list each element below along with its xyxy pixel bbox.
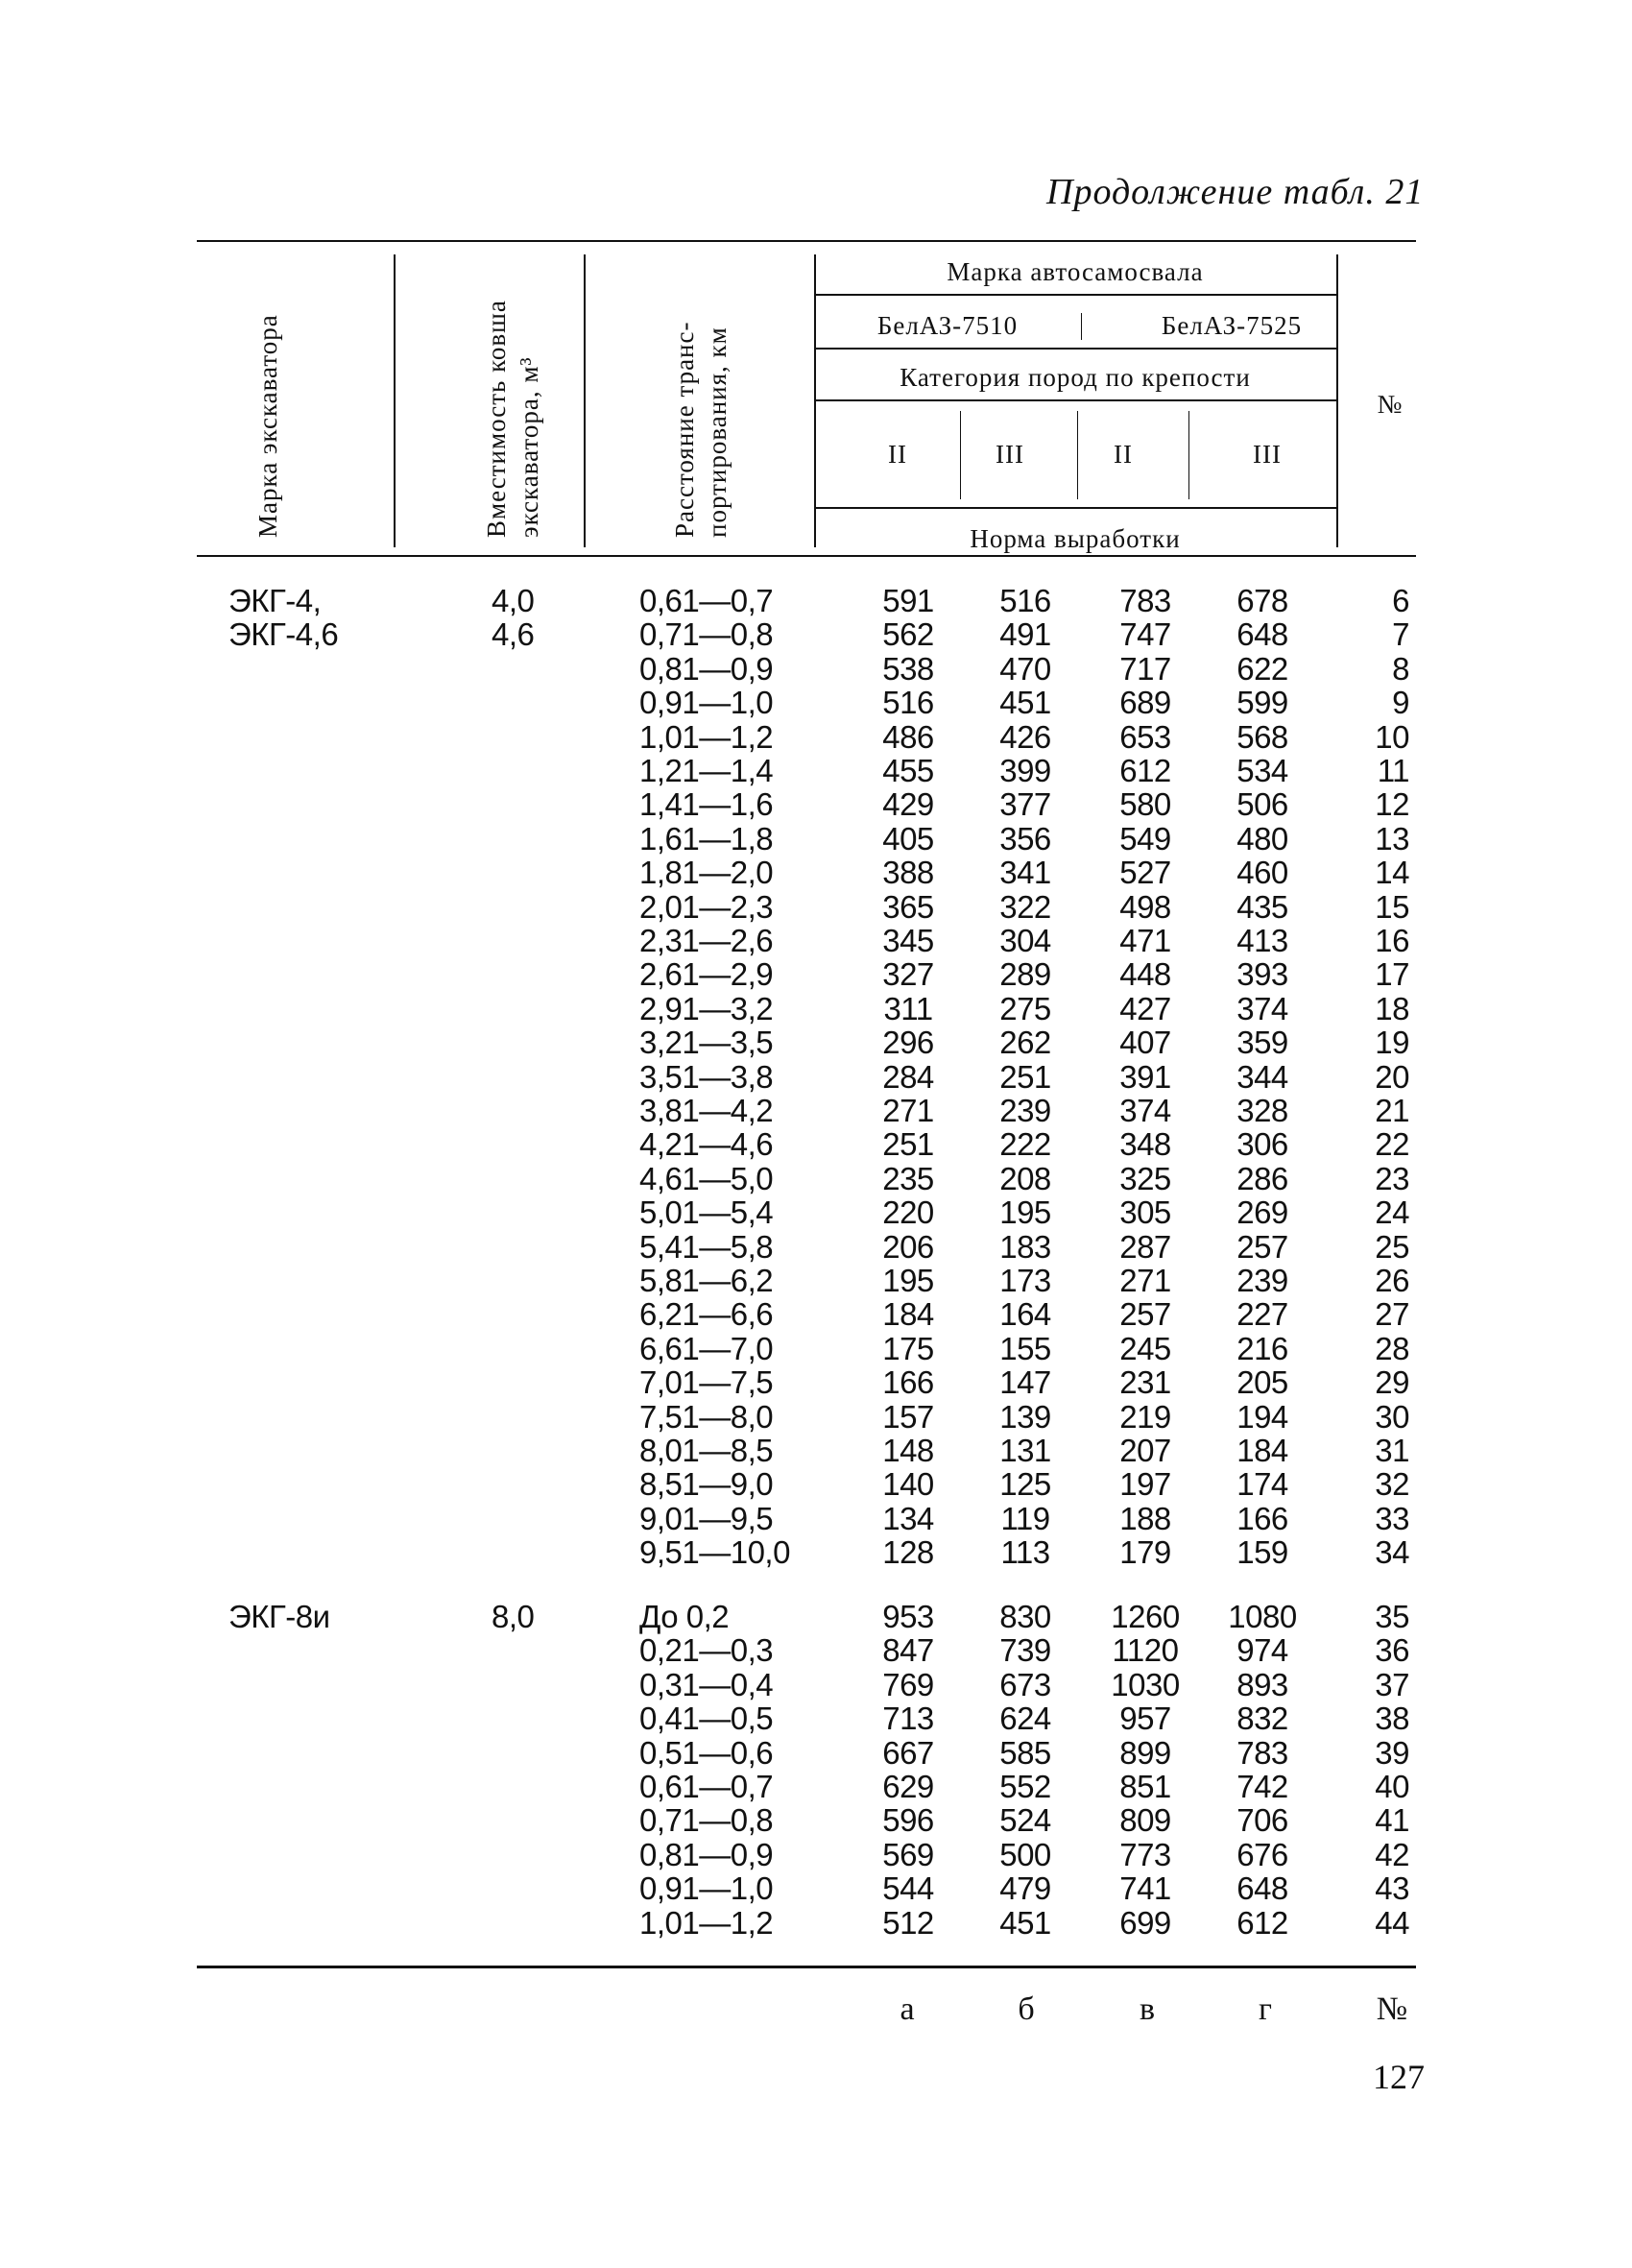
- row-number-cell: 29: [1375, 1364, 1409, 1401]
- belaz7510-cat2-cell: 284: [882, 1058, 934, 1095]
- row-number-cell: 20: [1375, 1058, 1409, 1095]
- header-divider-1: [394, 254, 396, 547]
- belaz7510-cat3-cell: 239: [999, 1093, 1051, 1128]
- distance-cell: 4,61—5,0: [639, 1160, 774, 1196]
- row-number-cell: 8: [1392, 650, 1409, 687]
- belaz7525-cat2-cell: 179: [1119, 1534, 1171, 1571]
- distance-cell: 0,91—1,0: [639, 685, 774, 721]
- row-number-cell: 12: [1375, 786, 1409, 823]
- belaz7510-cat2-cell: 220: [882, 1194, 934, 1231]
- distance-cell: 2,01—2,3: [639, 888, 774, 925]
- belaz7510-cat3-cell: 195: [999, 1194, 1051, 1231]
- distance-cell: 1,41—1,6: [639, 786, 774, 823]
- distance-cell: 6,61—7,0: [639, 1330, 774, 1366]
- belaz7510-cat3-cell: 147: [999, 1364, 1051, 1401]
- belaz7510-cat2-cell: 296: [882, 1025, 934, 1061]
- row-number-cell: 26: [1375, 1263, 1409, 1298]
- belaz7525-cat2-cell: 809: [1119, 1802, 1171, 1839]
- row-number-cell: 39: [1375, 1734, 1409, 1771]
- distance-cell: 0,61—0,7: [639, 583, 774, 618]
- row-number-cell: 41: [1375, 1802, 1409, 1839]
- belaz7525-cat3-cell: 974: [1236, 1632, 1288, 1669]
- excavator-brand-cell: ЭКГ-4,6: [228, 616, 339, 653]
- belaz7525-cat3-cell: 742: [1236, 1769, 1288, 1804]
- belaz7510-cat2-cell: 134: [882, 1500, 934, 1536]
- belaz7525-cat3-cell: 435: [1236, 888, 1288, 925]
- row-number-cell: 38: [1375, 1701, 1409, 1737]
- belaz7525-cat3-cell: 359: [1236, 1025, 1288, 1061]
- belaz7525-cat3-cell: 506: [1236, 786, 1288, 823]
- footer-letter-g: г: [1259, 1991, 1272, 2027]
- belaz7510-cat3-cell: 356: [999, 820, 1051, 857]
- truck-divider: [1081, 313, 1082, 340]
- belaz7525-cat3-cell: 184: [1236, 1433, 1288, 1468]
- row-number-cell: 36: [1375, 1632, 1409, 1669]
- row-number-cell: 32: [1375, 1466, 1409, 1503]
- belaz7525-cat2-cell: 1120: [1112, 1632, 1179, 1669]
- row-number-cell: 9: [1392, 685, 1409, 721]
- row-number-cell: 34: [1375, 1534, 1409, 1571]
- distance-cell: 1,81—2,0: [639, 855, 774, 891]
- belaz7510-cat2-cell: 544: [882, 1870, 934, 1907]
- belaz7525-cat2-cell: 348: [1119, 1126, 1171, 1163]
- header-capacity-line2: экскаватора, м³: [515, 356, 543, 538]
- distance-cell: 8,51—9,0: [639, 1466, 774, 1503]
- belaz7510-cat3-cell: 624: [999, 1701, 1051, 1737]
- table-caption: Продолжение табл. 21: [1046, 172, 1425, 212]
- belaz7510-cat3-cell: 491: [999, 616, 1051, 653]
- belaz7510-cat3-cell: 251: [999, 1058, 1051, 1095]
- belaz7510-cat3-cell: 585: [999, 1734, 1051, 1771]
- belaz7510-cat2-cell: 128: [882, 1534, 934, 1571]
- distance-cell: 0,61—0,7: [639, 1769, 774, 1804]
- belaz7510-cat3-cell: 289: [999, 956, 1051, 993]
- row-number-cell: 18: [1375, 990, 1409, 1026]
- distance-cell: 5,01—5,4: [639, 1194, 774, 1231]
- belaz7510-cat3-cell: 451: [999, 1904, 1051, 1941]
- belaz7510-cat2-cell: 175: [882, 1330, 934, 1366]
- belaz7525-cat2-cell: 257: [1119, 1296, 1171, 1333]
- distance-cell: 9,01—9,5: [639, 1500, 774, 1536]
- belaz7510-cat2-cell: 251: [882, 1126, 934, 1163]
- belaz7525-cat3-cell: 676: [1236, 1836, 1288, 1872]
- belaz7510-cat2-cell: 327: [882, 956, 934, 993]
- belaz7525-cat3-cell: 832: [1236, 1701, 1288, 1737]
- distance-cell: 6,21—6,6: [639, 1296, 774, 1333]
- belaz7525-cat3-cell: 306: [1236, 1126, 1288, 1163]
- belaz7525-cat3-cell: 194: [1236, 1398, 1288, 1435]
- distance-cell: 2,31—2,6: [639, 923, 774, 958]
- header-divider-2: [584, 254, 586, 547]
- belaz7525-cat2-cell: 325: [1119, 1160, 1171, 1196]
- excavator-brand-cell: ЭКГ-4,: [228, 583, 322, 618]
- belaz7525-cat2-cell: 188: [1119, 1500, 1171, 1536]
- row-number-cell: 21: [1375, 1093, 1409, 1128]
- header-distance-line2: портирования, км: [703, 326, 732, 538]
- belaz7525-cat3-cell: 568: [1236, 718, 1288, 755]
- belaz7510-cat2-cell: 405: [882, 820, 934, 857]
- belaz7510-cat3-cell: 739: [999, 1632, 1051, 1669]
- page-number: 127: [1373, 2058, 1425, 2096]
- belaz7510-cat3-cell: 155: [999, 1330, 1051, 1366]
- header-number: №: [1377, 390, 1404, 419]
- belaz7510-cat3-cell: 470: [999, 650, 1051, 687]
- row-number-cell: 33: [1375, 1500, 1409, 1536]
- header-divider-4: [1336, 254, 1338, 547]
- row-number-cell: 7: [1392, 616, 1409, 653]
- belaz7510-cat2-cell: 429: [882, 786, 934, 823]
- belaz7525-cat2-cell: 407: [1119, 1025, 1171, 1061]
- belaz7525-cat2-cell: 391: [1119, 1058, 1171, 1095]
- belaz7510-cat3-cell: 173: [999, 1263, 1051, 1298]
- belaz7510-cat2-cell: 365: [882, 888, 934, 925]
- belaz7525-cat2-cell: 197: [1119, 1466, 1171, 1503]
- footer-letter-v: в: [1139, 1991, 1156, 2027]
- row-number-cell: 42: [1375, 1836, 1409, 1872]
- distance-cell: 1,01—1,2: [639, 718, 774, 755]
- belaz7525-cat3-cell: 328: [1236, 1093, 1288, 1128]
- belaz7525-cat3-cell: 286: [1236, 1160, 1288, 1196]
- distance-cell: 0,71—0,8: [639, 616, 774, 653]
- row-number-cell: 23: [1375, 1160, 1409, 1196]
- belaz7525-cat3-cell: 460: [1236, 855, 1288, 891]
- row-number-cell: 24: [1375, 1194, 1409, 1231]
- distance-cell: 1,21—1,4: [639, 753, 774, 788]
- belaz7510-cat2-cell: 206: [882, 1228, 934, 1265]
- belaz7525-cat2-cell: 1030: [1111, 1666, 1180, 1702]
- belaz7510-cat2-cell: 184: [882, 1296, 934, 1333]
- header-distance-line1: Расстояние транс-: [670, 321, 699, 538]
- distance-cell: 0,91—1,0: [639, 1870, 774, 1907]
- belaz7510-cat3-cell: 275: [999, 990, 1051, 1026]
- row-number-cell: 19: [1375, 1025, 1409, 1061]
- belaz7510-cat2-cell: 847: [882, 1632, 934, 1669]
- belaz7525-cat3-cell: 534: [1236, 753, 1288, 788]
- row-number-cell: 44: [1375, 1904, 1409, 1941]
- belaz7510-cat3-cell: 262: [999, 1025, 1051, 1061]
- cat-divider-1: [960, 411, 961, 499]
- belaz7510-cat2-cell: 148: [882, 1433, 934, 1468]
- belaz7525-cat2-cell: 773: [1119, 1836, 1171, 1872]
- belaz7525-cat2-cell: 427: [1119, 990, 1171, 1026]
- belaz7525-cat3-cell: 174: [1236, 1466, 1288, 1503]
- row-number-cell: 40: [1375, 1769, 1409, 1804]
- row-number-cell: 13: [1375, 820, 1409, 857]
- distance-cell: 3,51—3,8: [639, 1058, 774, 1095]
- belaz7525-cat3-cell: 612: [1236, 1904, 1288, 1941]
- belaz7525-cat2-cell: 783: [1119, 583, 1171, 618]
- belaz7525-cat2-cell: 1260: [1111, 1599, 1180, 1634]
- belaz7510-cat2-cell: 311: [883, 990, 933, 1026]
- belaz7525-cat3-cell: 159: [1236, 1534, 1288, 1571]
- belaz7510-cat2-cell: 388: [882, 855, 934, 891]
- cat-divider-2: [1077, 411, 1078, 499]
- row-number-cell: 6: [1392, 583, 1409, 618]
- distance-cell: 2,91—3,2: [639, 990, 774, 1026]
- row-number-cell: 16: [1375, 923, 1409, 958]
- distance-cell: 1,01—1,2: [639, 1904, 774, 1941]
- belaz7525-cat3-cell: 678: [1236, 583, 1288, 618]
- row-number-cell: 10: [1375, 718, 1409, 755]
- belaz7525-cat2-cell: 219: [1119, 1398, 1171, 1435]
- cat-divider-3: [1188, 411, 1189, 499]
- distance-cell: 9,51—10,0: [639, 1534, 790, 1571]
- belaz7510-cat2-cell: 195: [882, 1263, 934, 1298]
- belaz7510-cat2-cell: 769: [882, 1666, 934, 1702]
- footer-letter-a: а: [900, 1991, 915, 2027]
- distance-cell: 0,81—0,9: [639, 650, 774, 687]
- belaz7525-cat3-cell: 374: [1236, 990, 1288, 1026]
- belaz7525-cat2-cell: 957: [1119, 1701, 1171, 1737]
- belaz7510-cat3-cell: 222: [999, 1126, 1051, 1163]
- distance-cell: 5,41—5,8: [639, 1228, 774, 1265]
- belaz7525-cat2-cell: 851: [1119, 1769, 1171, 1804]
- belaz7510-cat3-cell: 516: [999, 583, 1051, 618]
- belaz7525-cat2-cell: 580: [1119, 786, 1171, 823]
- row-number-cell: 27: [1375, 1296, 1409, 1333]
- header-capacity-line1: Вместимость ковша: [482, 300, 511, 538]
- distance-cell: 3,81—4,2: [639, 1093, 774, 1128]
- belaz7525-cat2-cell: 717: [1119, 650, 1171, 687]
- belaz7525-cat2-cell: 527: [1119, 855, 1171, 891]
- belaz7510-cat2-cell: 486: [882, 718, 934, 755]
- belaz7525-cat3-cell: 257: [1236, 1228, 1288, 1265]
- belaz7525-cat2-cell: 747: [1119, 616, 1171, 653]
- belaz7525-cat2-cell: 689: [1119, 685, 1171, 721]
- bucket-capacity-cell: 8,0: [492, 1599, 535, 1634]
- belaz7525-cat2-cell: 899: [1119, 1734, 1171, 1771]
- row-number-cell: 30: [1375, 1398, 1409, 1435]
- belaz7525-cat3-cell: 706: [1236, 1802, 1288, 1839]
- row-number-cell: 17: [1375, 956, 1409, 993]
- belaz7525-cat2-cell: 653: [1119, 718, 1171, 755]
- belaz7510-cat2-cell: 591: [882, 583, 934, 618]
- footer-letter-b: б: [1018, 1991, 1035, 2027]
- category-rule: [814, 399, 1336, 401]
- belaz7510-cat2-cell: 157: [882, 1398, 934, 1435]
- belaz7510-cat3-cell: 113: [1000, 1534, 1050, 1571]
- row-number-cell: 35: [1375, 1599, 1409, 1634]
- belaz7510-cat2-cell: 569: [882, 1836, 934, 1872]
- row-number-cell: 15: [1375, 888, 1409, 925]
- distance-cell: 5,81—6,2: [639, 1263, 774, 1298]
- belaz7510-cat3-cell: 377: [999, 786, 1051, 823]
- belaz7510-cat2-cell: 596: [882, 1802, 934, 1839]
- top-rule: [197, 240, 1416, 242]
- row-number-cell: 11: [1377, 753, 1409, 788]
- belaz7525-cat3-cell: 893: [1236, 1666, 1288, 1702]
- belaz7525-cat3-cell: 227: [1236, 1296, 1288, 1333]
- belaz7510-cat3-cell: 399: [999, 753, 1051, 788]
- belaz7525-cat2-cell: 305: [1119, 1194, 1171, 1231]
- belaz7510-cat2-cell: 512: [882, 1904, 934, 1941]
- belaz7510-cat3-cell: 119: [1000, 1500, 1050, 1536]
- belaz7510-cat3-cell: 524: [999, 1802, 1051, 1839]
- belaz7525-cat3-cell: 480: [1236, 820, 1288, 857]
- belaz7525-cat3-cell: 648: [1236, 1870, 1288, 1907]
- header-category: Категория пород по крепости: [900, 363, 1251, 392]
- header-norm: Норма выработки: [970, 524, 1181, 553]
- distance-cell: 0,21—0,3: [639, 1632, 774, 1669]
- row-number-cell: 28: [1375, 1330, 1409, 1366]
- belaz7510-cat2-cell: 271: [882, 1093, 934, 1128]
- belaz7525-cat2-cell: 271: [1119, 1263, 1171, 1298]
- belaz7510-cat3-cell: 552: [999, 1769, 1051, 1804]
- belaz7525-cat2-cell: 245: [1119, 1330, 1171, 1366]
- belaz7510-cat3-cell: 322: [999, 888, 1051, 925]
- belaz7525-cat2-cell: 549: [1119, 820, 1171, 857]
- belaz7510-cat2-cell: 562: [882, 616, 934, 653]
- belaz7510-cat3-cell: 500: [999, 1836, 1051, 1872]
- header-cat-3: II: [1114, 440, 1133, 469]
- belaz7525-cat2-cell: 231: [1119, 1364, 1171, 1401]
- belaz7510-cat3-cell: 208: [999, 1160, 1051, 1196]
- distance-cell: 7,01—7,5: [639, 1364, 774, 1401]
- distance-cell: 0,51—0,6: [639, 1734, 774, 1771]
- belaz7525-cat3-cell: 239: [1236, 1263, 1288, 1298]
- belaz7510-cat2-cell: 713: [882, 1701, 934, 1737]
- distance-cell: 8,01—8,5: [639, 1433, 774, 1468]
- row-number-cell: 25: [1375, 1228, 1409, 1265]
- footer-number-sign: №: [1376, 1991, 1408, 2027]
- row-number-cell: 31: [1375, 1433, 1409, 1468]
- row-number-cell: 22: [1375, 1126, 1409, 1163]
- belaz7525-cat2-cell: 498: [1119, 888, 1171, 925]
- bucket-capacity-cell: 4,0: [492, 583, 535, 618]
- header-excavator-brand: Марка экскаватора: [253, 314, 282, 538]
- row-number-cell: 14: [1375, 855, 1409, 891]
- belaz7510-cat2-cell: 667: [882, 1734, 934, 1771]
- belaz7510-cat2-cell: 953: [882, 1599, 934, 1634]
- header-truck-1: БелАЗ-7510: [876, 311, 1019, 340]
- bucket-capacity-cell: 4,6: [492, 616, 535, 653]
- distance-cell: 0,41—0,5: [639, 1701, 774, 1737]
- distance-cell: 0,71—0,8: [639, 1802, 774, 1839]
- distance-cell: 1,61—1,8: [639, 820, 774, 857]
- belaz7525-cat3-cell: 393: [1236, 956, 1288, 993]
- belaz7510-cat2-cell: 516: [882, 685, 934, 721]
- belaz7510-cat3-cell: 183: [999, 1228, 1051, 1265]
- belaz7525-cat3-cell: 599: [1236, 685, 1288, 721]
- belaz7525-cat3-cell: 166: [1236, 1500, 1288, 1536]
- distance-cell: 0,31—0,4: [639, 1666, 774, 1702]
- belaz7510-cat3-cell: 139: [999, 1398, 1051, 1435]
- belaz7510-cat2-cell: 455: [882, 753, 934, 788]
- belaz7510-cat2-cell: 166: [882, 1364, 934, 1401]
- truck-group-rule: [814, 294, 1336, 296]
- category-labels-rule: [814, 507, 1336, 509]
- belaz7510-cat2-cell: 140: [882, 1466, 934, 1503]
- belaz7510-cat2-cell: 235: [882, 1160, 934, 1196]
- distance-cell: 0,81—0,9: [639, 1836, 774, 1872]
- belaz7510-cat3-cell: 304: [999, 923, 1051, 958]
- belaz7510-cat3-cell: 830: [999, 1599, 1051, 1634]
- belaz7510-cat3-cell: 673: [999, 1666, 1051, 1702]
- belaz7510-cat3-cell: 479: [999, 1870, 1051, 1907]
- belaz7525-cat2-cell: 612: [1119, 753, 1171, 788]
- header-cat-4: III: [1253, 440, 1282, 469]
- belaz7510-cat3-cell: 131: [999, 1433, 1051, 1468]
- header-truck-2: БелАЗ-7525: [1161, 311, 1303, 340]
- row-number-cell: 43: [1375, 1870, 1409, 1907]
- belaz7510-cat3-cell: 341: [999, 855, 1051, 891]
- distance-cell: 3,21—3,5: [639, 1025, 774, 1061]
- belaz7525-cat2-cell: 471: [1119, 923, 1171, 958]
- belaz7510-cat3-cell: 164: [999, 1296, 1051, 1333]
- belaz7525-cat3-cell: 1080: [1228, 1599, 1297, 1634]
- belaz7525-cat3-cell: 205: [1236, 1364, 1288, 1401]
- row-number-cell: 37: [1375, 1666, 1409, 1702]
- belaz7525-cat3-cell: 783: [1236, 1734, 1288, 1771]
- belaz7510-cat3-cell: 125: [999, 1466, 1051, 1503]
- header-bottom-rule: [197, 555, 1416, 557]
- belaz7510-cat3-cell: 451: [999, 685, 1051, 721]
- belaz7510-cat2-cell: 629: [882, 1769, 934, 1804]
- distance-cell: До 0,2: [639, 1599, 730, 1634]
- distance-cell: 2,61—2,9: [639, 956, 774, 993]
- belaz7525-cat3-cell: 622: [1236, 650, 1288, 687]
- distance-cell: 4,21—4,6: [639, 1126, 774, 1163]
- belaz7525-cat2-cell: 374: [1119, 1093, 1171, 1128]
- header-cat-1: II: [888, 440, 907, 469]
- belaz7510-cat2-cell: 538: [882, 650, 934, 687]
- table-bottom-rule: [197, 1966, 1416, 1968]
- belaz7525-cat2-cell: 287: [1119, 1228, 1171, 1265]
- belaz7525-cat2-cell: 699: [1119, 1904, 1171, 1941]
- truck-model-rule: [814, 348, 1336, 350]
- excavator-brand-cell: ЭКГ-8и: [228, 1599, 330, 1634]
- belaz7510-cat2-cell: 345: [882, 923, 934, 958]
- header-truck-group: Марка автосамосвала: [947, 257, 1204, 286]
- belaz7525-cat3-cell: 648: [1236, 616, 1288, 653]
- belaz7525-cat2-cell: 741: [1119, 1870, 1171, 1907]
- belaz7525-cat2-cell: 448: [1119, 956, 1171, 993]
- distance-cell: 7,51—8,0: [639, 1398, 774, 1435]
- belaz7525-cat3-cell: 269: [1236, 1194, 1288, 1231]
- belaz7525-cat3-cell: 344: [1236, 1058, 1288, 1095]
- belaz7510-cat3-cell: 426: [999, 718, 1051, 755]
- belaz7525-cat2-cell: 207: [1119, 1433, 1171, 1468]
- belaz7525-cat3-cell: 413: [1236, 923, 1288, 958]
- belaz7525-cat3-cell: 216: [1236, 1330, 1288, 1366]
- header-cat-2: III: [996, 440, 1024, 469]
